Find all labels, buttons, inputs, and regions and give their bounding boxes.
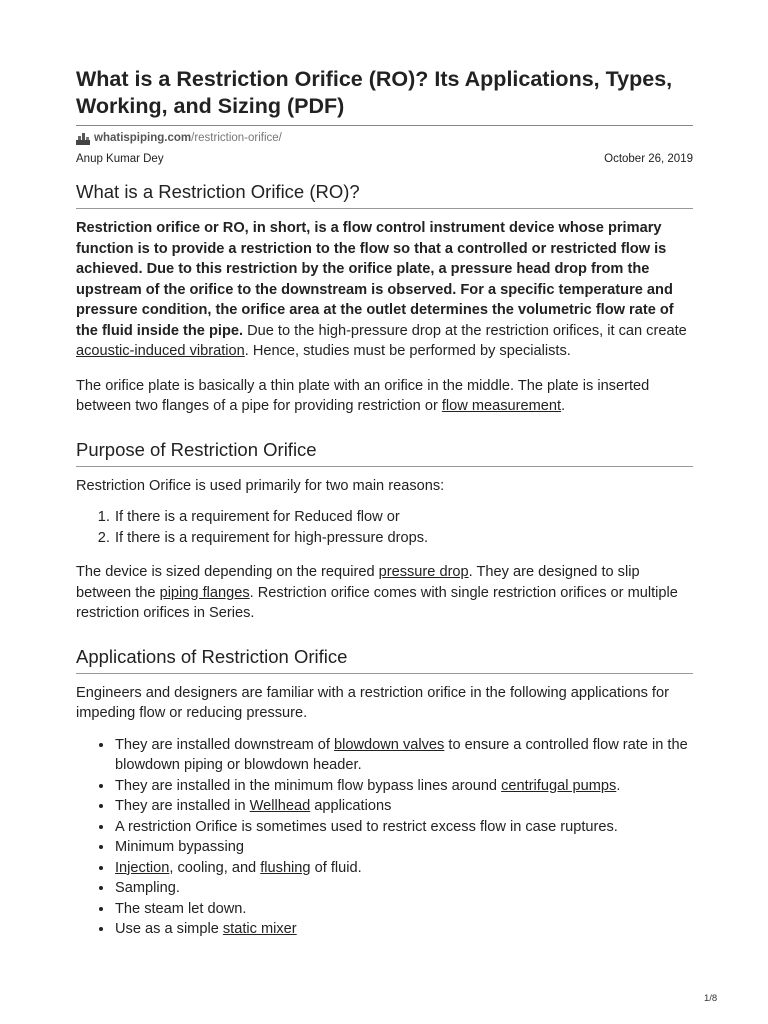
blowdown-valves-link[interactable]: blowdown valves	[334, 736, 445, 753]
list-item: • Minimum bypassing	[114, 837, 693, 858]
list-item	[114, 735, 693, 776]
orifice-plate-text-end: .	[561, 398, 566, 414]
item-text: They are installed in the minimum flow bypass lines around	[115, 777, 502, 794]
date: October 26, 2019	[604, 153, 693, 165]
piping-flanges-link[interactable]: piping flanges	[159, 584, 250, 601]
intro-text: Due to the high-pressure drop at the restriction orifices, it can create	[243, 322, 687, 339]
source-line	[76, 131, 693, 145]
article-meta	[76, 153, 693, 165]
list-item	[114, 796, 693, 817]
list-item	[114, 858, 693, 879]
intro-paragraph	[76, 218, 693, 362]
item-text: to ensure a controlled flow rate in the blowdown piping or blowdown header.	[115, 736, 688, 773]
page-title: What is a Restriction Orifice (RO)? Its Applications, Types, Working, and Sizing (PDF)	[76, 66, 693, 126]
section-heading-purpose: Purpose of Restriction Orifice	[76, 438, 693, 467]
site-logo-icon	[76, 131, 90, 145]
orifice-plate-paragraph	[76, 376, 693, 417]
page-number: 1/8	[704, 993, 718, 1004]
section-heading-what-is: What is a Restriction Orifice (RO)?	[76, 180, 693, 209]
list-item	[114, 776, 693, 797]
sizing-text-a: The device is sized depending on the required	[76, 564, 379, 580]
list-item: • The steam let down.	[114, 899, 693, 920]
source-path: /restriction-orifice/	[191, 132, 282, 144]
list-item	[114, 919, 693, 940]
flow-measurement-link[interactable]: flow measurement	[441, 398, 562, 414]
section-heading-applications: Applications of Restriction Orifice	[76, 645, 693, 674]
item-text: Use as a simple	[115, 921, 223, 937]
static-mixer-link[interactable]: static mixer	[222, 921, 297, 937]
purpose-list	[76, 507, 693, 548]
list-item: 2. If there is a requirement for high-pressure drops.	[114, 528, 693, 549]
source-domain-link[interactable]: whatispiping.com	[94, 132, 192, 144]
item-text: They are installed in	[115, 798, 250, 814]
purpose-intro: Restriction Orifice is used primarily for two main reasons:	[76, 477, 445, 494]
centrifugal-pumps-link[interactable]: centrifugal pumps	[501, 777, 617, 794]
sizing-text-b: . They are designed to slip between the	[76, 564, 640, 601]
wellhead-link[interactable]: Wellhead	[249, 798, 311, 814]
intro-bold-text: Restriction orifice or RO, in short, is a flow control instrument device whose primary function is to provide a restriction to the flow so that a controlled or restricted flow is achieved. Due to this restriction by the orifice plate, a pressure head drop from the upstream of the orifice to the downstream is observed. For a specific temperature and pressure condition, the orifice area at the outlet determines the volumetric flow rate of the fluid inside the pipe.	[76, 220, 674, 339]
injection-link[interactable]: Injection	[115, 859, 170, 876]
applications-list	[76, 735, 693, 940]
list-item: • A restriction Orifice is sometimes used to restrict excess flow in case ruptures.	[114, 817, 693, 838]
item-text: of fluid.	[310, 859, 362, 876]
applications-intro: Engineers and designers are familiar with a restriction orifice in the following applications for impeding flow or reducing pressure.	[76, 684, 669, 721]
acoustic-vibration-link[interactable]: acoustic-induced vibration	[76, 343, 245, 359]
flushing-link[interactable]: flushing	[260, 859, 311, 876]
pressure-drop-link[interactable]: pressure drop	[378, 564, 469, 580]
document-page	[76, 66, 693, 940]
item-text: applications	[310, 798, 392, 814]
author: Anup Kumar Dey	[76, 153, 164, 165]
item-text: , cooling, and	[169, 859, 261, 876]
sizing-text-c: . Restriction orifice comes with single restriction orifices or multiple restriction orifices in Series.	[76, 584, 678, 621]
orifice-plate-text: The orifice plate is basically a thin plate with an orifice in the middle. The plate is inserted between two flanges of a pipe for providing restriction or	[76, 377, 650, 414]
list-item: 1. If there is a requirement for Reduced flow or	[114, 507, 693, 528]
item-text: .	[616, 777, 621, 794]
list-item: • Sampling.	[114, 878, 693, 899]
sizing-paragraph	[76, 562, 693, 624]
item-text: They are installed downstream of	[115, 736, 335, 753]
intro-text-end: . Hence, studies must be performed by specialists.	[244, 343, 571, 359]
